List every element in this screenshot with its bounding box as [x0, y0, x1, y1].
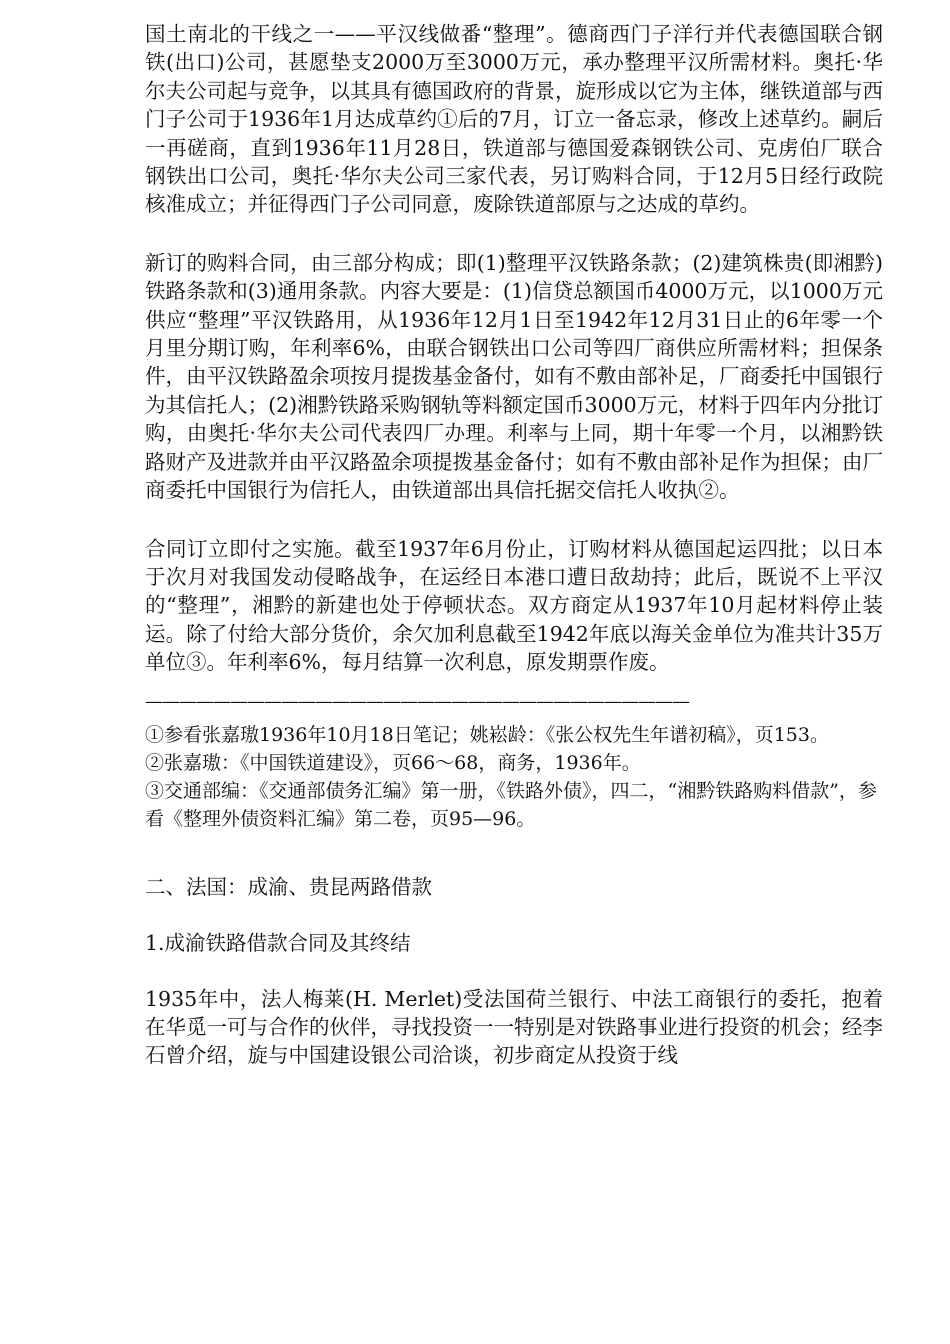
body-paragraph-2: 新订的购料合同，由三部分构成；即(1)整理平汉铁路条款；(2)建筑株贵(即湘黔)铁路条款和(3)通用条款。内容大要是：(1)信贷总额国币4000万元，以1000万元供应“整理”平汉铁路用，从1936年12月1日至1942年12月31日止的6年零一个月里分期订购，年利率6%，由联合钢铁出口公司等四厂商供应所需材料；担保条件，由平汉铁路盈余项按月提拨基金备付，如有不敷由部补足，厂商委托中国银行为其信托人；(2)湘黔铁路采购钢轨等料额定国币3000万元，材料于四年内分批订购，由奥托·华尔夫公司代表四厂办理。利率与上同，期十年零一个月，以湘黔铁路财产及进款并由平汉路盈余项提拨基金备付；如有不敷由部补足作为担保；由厂商委托中国银行为信托人，由铁道部出具信托据交信托人收执②。	[145, 250, 883, 503]
footnote-1: ①参看张嘉璈1936年10月18日笔记；姚崧龄：《张公权先生年谱初稿》，页153。	[145, 723, 829, 746]
body-paragraph-4: 1935年中，法人梅莱(H. Merlet)受法国荷兰银行、中法工商银行的委托，抱着在华觅一可与合作的伙伴，寻找投资一一特别是对铁路事业进行投资的机会；经李石曾介绍，旋与中国建设银公司洽谈，初步商定从投资于线	[145, 986, 883, 1068]
footnotes	[145, 721, 883, 833]
footnote-3: ③交通部编：《交通部债务汇编》第一册，《铁路外债》，四二，“湘黔铁路购料借款”，参看《整理外债资料汇编》第二卷，页95—96。	[145, 779, 877, 830]
document-page	[145, 20, 883, 1070]
subsection-heading: 1.成渝铁路借款合同及其终结	[145, 930, 411, 955]
footnote-2: ②张嘉璈：《中国铁道建设》，页66～68，商务，1936年。	[145, 751, 641, 774]
footnote-separator: ————————————————————————————————	[145, 690, 689, 712]
section-heading: 二、法国：成渝、贵昆两路借款	[145, 874, 432, 899]
body-paragraph-1: 国土南北的干线之一——平汉线做番“整理”。德商西门子洋行并代表德国联合钢铁(出口)公司，甚愿垫支2000万至3000万元，承办整理平汉所需材料。奥托·华尔夫公司起与竞争，以其具有德国政府的背景，旋形成以它为主体，继铁道部与西门子公司于1936年1月达成草约①后的7月，订立一备忘录，修改上述草约。嗣后一再磋商，直到1936年11月28日，铁道部与德国爱森钢铁公司、克虏伯厂联合钢铁出口公司，奥托·华尔夫公司三家代表，另订购料合同，于12月5日经行政院核准成立；并征得西门子公司同意，废除铁道部原与之达成的草约。	[145, 22, 883, 217]
body-paragraph-3: 合同订立即付之实施。截至1937年6月份止，订购材料从德国起运四批；以日本于次月对我国发动侵略战争，在运经日本港口遭日敌劫持；此后，既说不上平汉的“整理”，湘黔的新建也处于停顿状态。双方商定从1937年10月起材料停止装运。除了付给大部分货价，余欠加利息截至1942年底以海关金单位为准共计35万单位③。年利率6%，每月结算一次利息，原发期票作废。	[145, 536, 883, 675]
